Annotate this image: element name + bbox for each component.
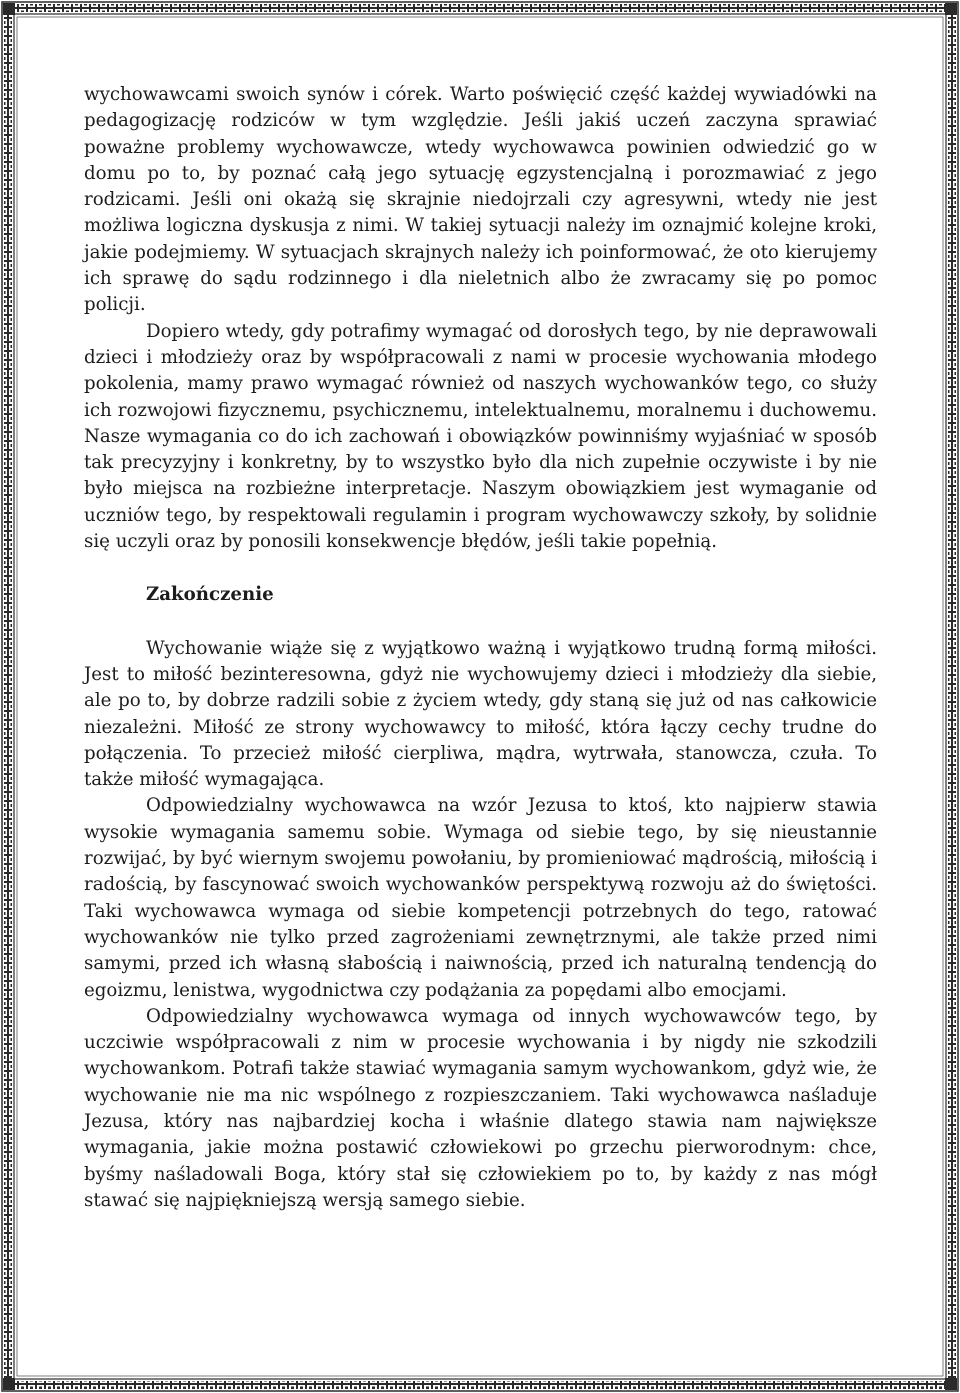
document-body — [84, 82, 877, 1214]
paragraph: Odpowiedzialny wychowawca wymaga od innych wychowawców tego, by uczciwie współpracowali z nim w procesie wychowania i by nigdy nie szkodzili wychowankom. Potrafi także stawiać wymagania samym wychowankom, gdyż wie, że wychowanie nie ma nic wspólnego z rozpieszczaniem. Taki wychowawca naśladuje Jezusa, który nas najbardziej kocha i właśnie dlatego stawia nam największe wymagania, jakie można postawić człowiekowi po grzechu pierworodnym: chce, byśmy naśladowali Boga, który stał się człowiekiem po to, by każdy z nas mógł stawać się najpiękniejszą wersją samego siebie. — [84, 1005, 877, 1211]
paragraph: Odpowiedzialny wychowawca na wzór Jezusa to ktoś, kto najpierw stawia wysokie wymagania samemu sobie. Wymaga od siebie tego, by się nieustannie rozwijać, by być wiernym swojemu powołaniu, by promieniować mądrością, miłością i radością, by fascynować swoich wychowanków perspektywą rozwoju aż do świętości. Taki wychowawca wymaga od siebie kompetencji potrzebnych do tego, ratować wychowanków nie tylko przed zagrożeniami zewnętrznymi, ale także przed nimi samymi, przed ich własną słabością i naiwnością, przed ich naturalną tendencją do egoizmu, lenistwa, wygodnictwa czy podążania za popędami albo emocjami. — [84, 795, 877, 1001]
paragraph: Wychowanie wiąże się z wyjątkowo ważną i wyjątkowo trudną formą miłości. Jest to miłość bezinteresowna, gdyż nie wychowujemy dzieci i młodzieży dla siebie, ale po to, by dobrze radzili sobie z życiem wtedy, gdy staną się już od nas całkowicie niezależni. Miłość ze strony wychowawcy to miłość, która łączy cechy trudne do połączenia. To przecież miłość cierpliwa, mądra, wytrwała, stanowcza, czuła. To także miłość wymagająca. — [84, 637, 877, 791]
paragraph-continued: wychowawcami swoich synów i córek. Warto poświęcić część każdej wywiadówki na pedagogizację rodziców w tym względzie. Jeśli jakiś uczeń zaczyna sprawiać poważne problemy wychowawcze, wtedy wychowawca powinien odwiedzić go w domu po to, by poznać całą jego sytuację egzystencjalną i porozmawiać z jego rodzicami. Jeśli oni okażą się skrajnie niedojrzali czy agresywni, wtedy nie jest możliwa logiczna dyskusja z nimi. W takiej sytuacji należy im oznajmić kolejne kroki, jakie podejmiemy. W sytuacjach skrajnych należy ich poinformować, że oto kierujemy ich sprawę do sądu rodzinnego i dla nieletnich albo że zwracamy się po pomoc policji. — [84, 84, 877, 316]
paragraph: Dopiero wtedy, gdy potrafimy wymagać od dorosłych tego, by nie deprawowali dzieci i młodzieży oraz by współpracowali z nami w procesie wychowania młodego pokolenia, mamy prawo wymagać również od naszych wychowanków tego, co służy ich rozwojowi fizycznemu, psychicznemu, intelektualnemu, moralnemu i duchowemu. Nasze wymagania co do ich zachowań i obowiązków powinniśmy wyjaśniać w sposób tak precyzyjny i konkretny, by to wszystko było dla nich zupełnie oczywiste i by nie było miejsca na rozbieżne interpretacje. Naszym obowiązkiem jest wymaganie od uczniów tego, by respektowali regulamin i program wychowawczy szkoły, by solidnie się uczyli oraz by ponosili konsekwencje błędów, jeśli takie popełnią. — [84, 320, 877, 553]
section-heading: Zakończenie — [146, 584, 274, 606]
